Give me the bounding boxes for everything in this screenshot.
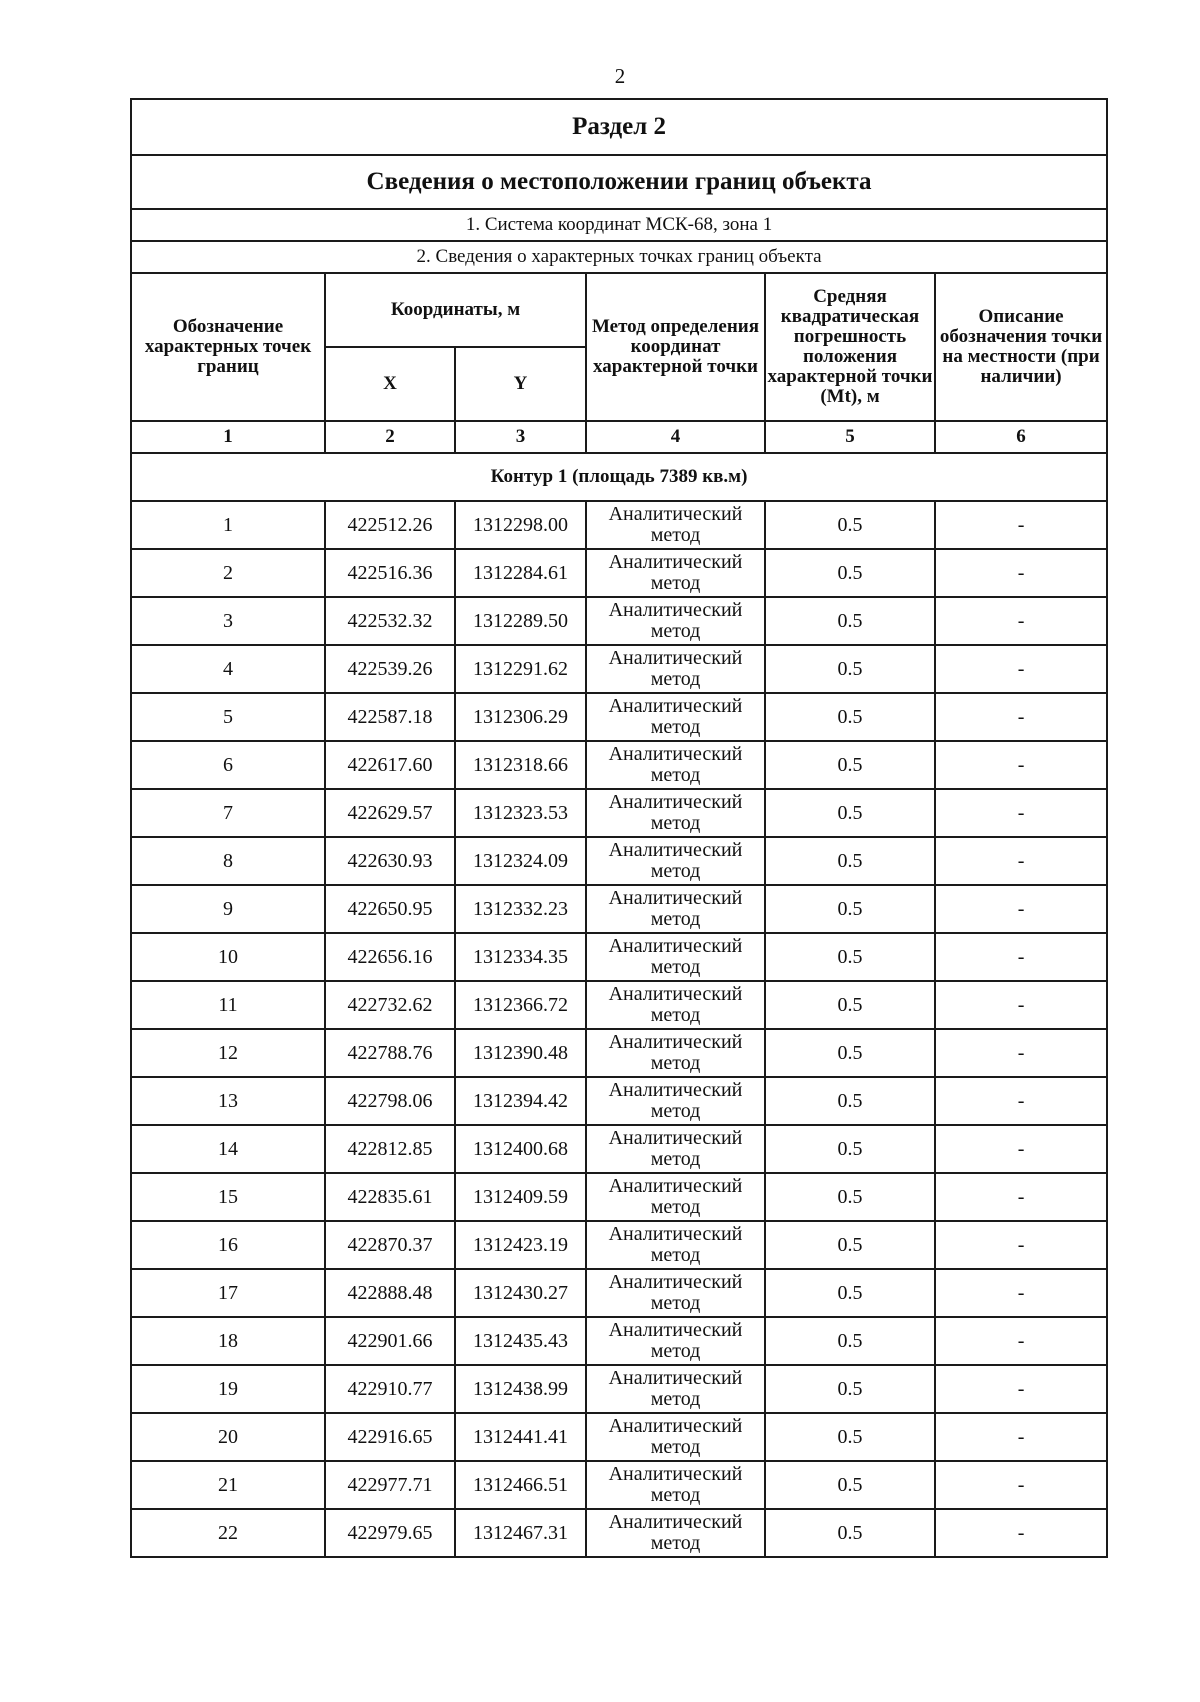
coord-y: 1312318.66	[455, 741, 586, 789]
mean-error: 0.5	[765, 1125, 935, 1173]
method: Аналитический метод	[586, 1461, 765, 1509]
method: Аналитический метод	[586, 1317, 765, 1365]
coord-y: 1312409.59	[455, 1173, 586, 1221]
point-number: 13	[131, 1077, 325, 1125]
coord-x: 422788.76	[325, 1029, 455, 1077]
mean-error: 0.5	[765, 597, 935, 645]
point-description: -	[935, 741, 1107, 789]
coord-y: 1312306.29	[455, 693, 586, 741]
point-number: 14	[131, 1125, 325, 1173]
point-description: -	[935, 597, 1107, 645]
coord-x: 422979.65	[325, 1509, 455, 1557]
method: Аналитический метод	[586, 837, 765, 885]
point-number: 20	[131, 1413, 325, 1461]
mean-error: 0.5	[765, 645, 935, 693]
mean-error: 0.5	[765, 981, 935, 1029]
table-row	[131, 597, 1107, 645]
point-number: 2	[131, 549, 325, 597]
table-row	[131, 501, 1107, 549]
coord-x: 422732.62	[325, 981, 455, 1029]
table-row	[131, 1461, 1107, 1509]
mean-error: 0.5	[765, 693, 935, 741]
point-description: -	[935, 1317, 1107, 1365]
point-number: 12	[131, 1029, 325, 1077]
point-number: 16	[131, 1221, 325, 1269]
header-point: Обозначение характерных точек границ	[131, 273, 325, 421]
point-number: 7	[131, 789, 325, 837]
coord-x: 422812.85	[325, 1125, 455, 1173]
table-row	[131, 1029, 1107, 1077]
coord-system: 1. Система координат МСК-68, зона 1	[131, 209, 1107, 241]
table-row	[131, 1413, 1107, 1461]
method: Аналитический метод	[586, 645, 765, 693]
point-description: -	[935, 885, 1107, 933]
point-number: 10	[131, 933, 325, 981]
column-numbers-row	[131, 421, 1107, 453]
point-number: 6	[131, 741, 325, 789]
method: Аналитический метод	[586, 885, 765, 933]
table-row	[131, 1317, 1107, 1365]
coord-y: 1312284.61	[455, 549, 586, 597]
method: Аналитический метод	[586, 1029, 765, 1077]
coord-y: 1312291.62	[455, 645, 586, 693]
column-number: 6	[935, 421, 1107, 453]
coord-y: 1312466.51	[455, 1461, 586, 1509]
coord-x: 422516.36	[325, 549, 455, 597]
method: Аналитический метод	[586, 597, 765, 645]
point-description: -	[935, 1413, 1107, 1461]
mean-error: 0.5	[765, 741, 935, 789]
method: Аналитический метод	[586, 1077, 765, 1125]
table-row	[131, 981, 1107, 1029]
coord-y: 1312438.99	[455, 1365, 586, 1413]
point-description: -	[935, 645, 1107, 693]
header-y: Y	[455, 347, 586, 421]
coord-x: 422798.06	[325, 1077, 455, 1125]
coord-y: 1312366.72	[455, 981, 586, 1029]
coord-y: 1312430.27	[455, 1269, 586, 1317]
column-number: 3	[455, 421, 586, 453]
method: Аналитический метод	[586, 1365, 765, 1413]
mean-error: 0.5	[765, 1509, 935, 1557]
mean-error: 0.5	[765, 789, 935, 837]
point-description: -	[935, 1365, 1107, 1413]
header-description: Описание обозначения точки на местности (при наличии)	[935, 273, 1107, 421]
table-row	[131, 1125, 1107, 1173]
point-number: 19	[131, 1365, 325, 1413]
point-number: 8	[131, 837, 325, 885]
coord-x: 422916.65	[325, 1413, 455, 1461]
table-body	[131, 99, 1107, 1557]
header-x: X	[325, 347, 455, 421]
table-row	[131, 1269, 1107, 1317]
boundary-points-table	[130, 98, 1108, 1558]
method: Аналитический метод	[586, 789, 765, 837]
method: Аналитический метод	[586, 501, 765, 549]
mean-error: 0.5	[765, 933, 935, 981]
coord-y: 1312334.35	[455, 933, 586, 981]
coord-x: 422870.37	[325, 1221, 455, 1269]
coord-x: 422910.77	[325, 1365, 455, 1413]
points-heading: 2. Сведения о характерных точках границ объекта	[131, 241, 1107, 273]
method: Аналитический метод	[586, 1269, 765, 1317]
coord-y: 1312435.43	[455, 1317, 586, 1365]
point-number: 9	[131, 885, 325, 933]
contour-row	[131, 453, 1107, 501]
point-number: 22	[131, 1509, 325, 1557]
coord-y: 1312400.68	[455, 1125, 586, 1173]
mean-error: 0.5	[765, 501, 935, 549]
point-description: -	[935, 1509, 1107, 1557]
point-number: 1	[131, 501, 325, 549]
point-description: -	[935, 501, 1107, 549]
point-description: -	[935, 1125, 1107, 1173]
point-number: 15	[131, 1173, 325, 1221]
coord-y: 1312441.41	[455, 1413, 586, 1461]
section-title-row	[131, 99, 1107, 155]
table-row	[131, 789, 1107, 837]
coord-x: 422532.32	[325, 597, 455, 645]
coord-x: 422587.18	[325, 693, 455, 741]
coord-y: 1312323.53	[455, 789, 586, 837]
header-error: Средняя квадратическая погрешность положения характерной точки (Mt), м	[765, 273, 935, 421]
section-subtitle-row	[131, 155, 1107, 209]
section-title: Раздел 2	[131, 99, 1107, 155]
point-description: -	[935, 1221, 1107, 1269]
mean-error: 0.5	[765, 837, 935, 885]
coord-x: 422650.95	[325, 885, 455, 933]
contour-label: Контур 1 (площадь 7389 кв.м)	[131, 453, 1107, 501]
mean-error: 0.5	[765, 885, 935, 933]
method: Аналитический метод	[586, 1413, 765, 1461]
coord-y: 1312467.31	[455, 1509, 586, 1557]
page-number: 2	[614, 64, 626, 88]
table-row	[131, 1077, 1107, 1125]
coord-y: 1312394.42	[455, 1077, 586, 1125]
point-description: -	[935, 933, 1107, 981]
point-description: -	[935, 1461, 1107, 1509]
point-description: -	[935, 1269, 1107, 1317]
mean-error: 0.5	[765, 1461, 935, 1509]
coord-y: 1312423.19	[455, 1221, 586, 1269]
method: Аналитический метод	[586, 1125, 765, 1173]
mean-error: 0.5	[765, 549, 935, 597]
table-row	[131, 741, 1107, 789]
column-number: 2	[325, 421, 455, 453]
header-coords: Координаты, м	[325, 273, 586, 347]
coord-y: 1312289.50	[455, 597, 586, 645]
table-row	[131, 933, 1107, 981]
point-description: -	[935, 837, 1107, 885]
coord-system-row	[131, 209, 1107, 241]
column-number: 4	[586, 421, 765, 453]
table-row	[131, 645, 1107, 693]
column-number: 1	[131, 421, 325, 453]
method: Аналитический метод	[586, 741, 765, 789]
header-method: Метод определения координат характерной точки	[586, 273, 765, 421]
point-number: 17	[131, 1269, 325, 1317]
point-description: -	[935, 549, 1107, 597]
point-number: 3	[131, 597, 325, 645]
mean-error: 0.5	[765, 1413, 935, 1461]
point-number: 18	[131, 1317, 325, 1365]
mean-error: 0.5	[765, 1029, 935, 1077]
coord-y: 1312298.00	[455, 501, 586, 549]
coord-y: 1312324.09	[455, 837, 586, 885]
mean-error: 0.5	[765, 1221, 935, 1269]
method: Аналитический метод	[586, 693, 765, 741]
coord-x: 422901.66	[325, 1317, 455, 1365]
method: Аналитический метод	[586, 933, 765, 981]
point-description: -	[935, 693, 1107, 741]
method: Аналитический метод	[586, 549, 765, 597]
method: Аналитический метод	[586, 1509, 765, 1557]
table-row	[131, 693, 1107, 741]
method: Аналитический метод	[586, 981, 765, 1029]
point-description: -	[935, 1077, 1107, 1125]
table-row	[131, 1365, 1107, 1413]
table-row	[131, 837, 1107, 885]
mean-error: 0.5	[765, 1317, 935, 1365]
method: Аналитический метод	[586, 1173, 765, 1221]
coord-x: 422512.26	[325, 501, 455, 549]
coord-x: 422630.93	[325, 837, 455, 885]
coord-x: 422629.57	[325, 789, 455, 837]
column-number: 5	[765, 421, 935, 453]
table-row	[131, 885, 1107, 933]
coord-y: 1312390.48	[455, 1029, 586, 1077]
coord-y: 1312332.23	[455, 885, 586, 933]
point-description: -	[935, 1173, 1107, 1221]
coord-x: 422888.48	[325, 1269, 455, 1317]
coord-x: 422835.61	[325, 1173, 455, 1221]
header-row	[131, 273, 1107, 347]
mean-error: 0.5	[765, 1077, 935, 1125]
mean-error: 0.5	[765, 1269, 935, 1317]
mean-error: 0.5	[765, 1365, 935, 1413]
method: Аналитический метод	[586, 1221, 765, 1269]
point-number: 11	[131, 981, 325, 1029]
point-description: -	[935, 1029, 1107, 1077]
coord-x: 422656.16	[325, 933, 455, 981]
coord-x: 422977.71	[325, 1461, 455, 1509]
point-number: 5	[131, 693, 325, 741]
table-row	[131, 549, 1107, 597]
coord-x: 422539.26	[325, 645, 455, 693]
section-subtitle: Сведения о местоположении границ объекта	[131, 155, 1107, 209]
point-description: -	[935, 789, 1107, 837]
points-heading-row	[131, 241, 1107, 273]
point-description: -	[935, 981, 1107, 1029]
mean-error: 0.5	[765, 1173, 935, 1221]
table-row	[131, 1173, 1107, 1221]
table-row	[131, 1509, 1107, 1557]
point-number: 4	[131, 645, 325, 693]
table-row	[131, 1221, 1107, 1269]
coord-x: 422617.60	[325, 741, 455, 789]
point-number: 21	[131, 1461, 325, 1509]
